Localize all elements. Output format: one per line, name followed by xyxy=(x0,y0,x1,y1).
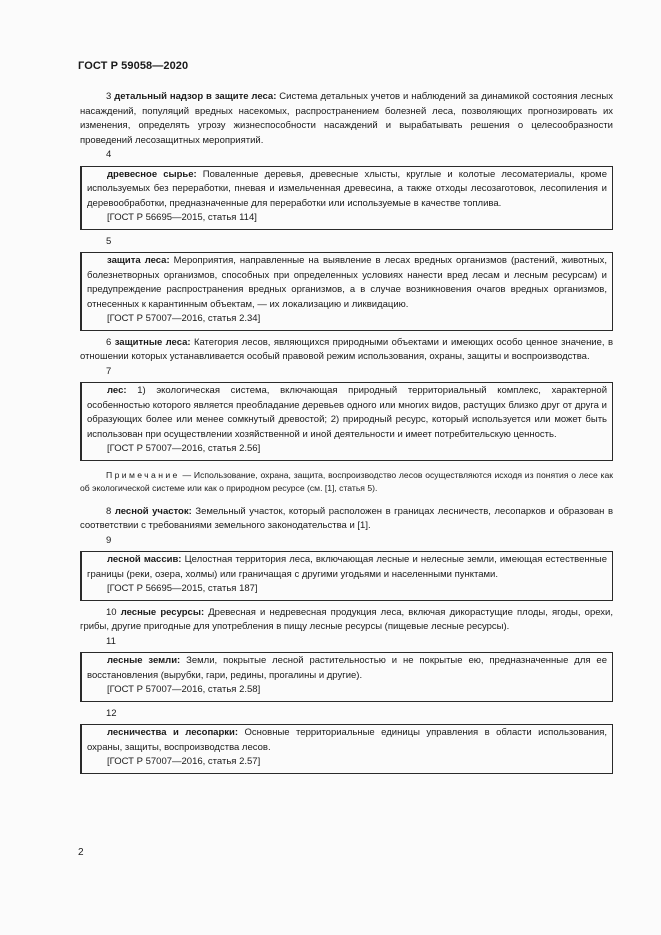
term-entry: 10 лесные ресурсы: Древесная и недревесная продукция леса, включая дикорастущие плоды, ягоды, орехи, грибы, другие пригодные для употребления в пищу лесные ресурсы (пищевые лесные ресурсы). xyxy=(80,606,613,632)
entry-number: 7 xyxy=(106,365,112,377)
term-entry: защита леса: Мероприятия, направленные на выявление в лесах вредных организмов (растений, животных, болезнетворных организмов, способных при определенных условиях нанести вред лесам и лесным ресурсам) и предупреждение распространения вредных организмов, а в случае возникновения очагов вредных организмов, отнесенных к карантинным объектам, — их локализацию и ликвидацию. xyxy=(87,255,607,310)
quoted-term-box xyxy=(80,252,613,331)
quoted-term-box xyxy=(80,652,613,702)
term-entry: лесной массив: Целостная территория леса, включающая лесные и нелесные земли, имеющая естественные границы (реки, озера, холмы) или граничащая с другими угодьями и населенными пунктами. xyxy=(87,554,607,580)
entry-number: 12 xyxy=(106,707,117,719)
page-number: 2 xyxy=(78,847,84,858)
source-reference: [ГОСТ Р 57007—2016, статья 2.56] xyxy=(107,443,261,454)
term-entry: 3 детальный надзор в защите леса: Система детальных учетов и наблюдений за динамикой состояния лесных насаждений, популяций вредных насекомых, распространением болезней леса, позволяющих прогнозировать их изменения, определять угрозу жизнеспособности насаждений и вырабатывать решения о целесообразности проведений лесозащитных мероприятий. xyxy=(80,91,614,146)
term-entry: лес: 1) экологическая система, включающая природный территориальный комплекс, характерной особенностью которого является преобладание деревьев одного или многих видов, растущих близко друг от друга и образующих более или менее сомкнутый древостой; 2) природный ресурс, который используется или может быть использован при осуществлении хозяйственной и иной деятельности и имеет потребительскую ценность. xyxy=(87,385,607,440)
note-label: Примечание xyxy=(106,469,180,480)
term-entry: лесничества и лесопарки: Основные территориальные единицы управления в области использования, охраны, защиты, воспроизводства лесов. xyxy=(87,727,607,753)
quoted-term-box xyxy=(80,166,613,230)
term-entry: 8 лесной участок: Земельный участок, который расположен в границах лесничеств, лесопарков и образован в соответствии с требованиями земельного законодательства и [1]. xyxy=(80,505,613,531)
document-header: ГОСТ Р 59058—2020 xyxy=(78,60,189,72)
quoted-term-box xyxy=(80,551,613,601)
quoted-term-box xyxy=(80,724,613,774)
source-reference: [ГОСТ Р 57007—2016, статья 2.57] xyxy=(107,756,261,767)
source-reference: [ГОСТ Р 56695—2015, статья 187] xyxy=(107,583,258,594)
term-entry: древесное сырье: Поваленные деревья, древесные хлысты, круглые и колотые лесоматериалы, кроме используемых без переработки, пневая и измельченная древесина, а также отходы лесозаготовок, лесопиления и деревообработки, предназначенные для переработки или используемые в качестве топлива. xyxy=(87,168,607,209)
term-entry: лесные земли: Земли, покрытые лесной растительностью и не покрытые ею, предназначенные для ее восстановления (вырубки, гари, редины, прогалины и другие). xyxy=(87,655,607,681)
source-reference: [ГОСТ Р 56695—2015, статья 114] xyxy=(107,212,257,223)
entry-number: 11 xyxy=(106,635,116,647)
source-reference: [ГОСТ Р 57007—2016, статья 2.34] xyxy=(107,313,261,324)
entry-number: 9 xyxy=(106,534,112,546)
note: Примечание — Использование, охрана, защита, воспроизводство лесов осуществляются исходя из понятия о лесе как об экологической системе или как о природном ресурсе (см. [1], статья 5). xyxy=(80,469,613,493)
document-body xyxy=(80,90,613,779)
entry-number: 4 xyxy=(106,149,112,160)
term-entry: 6 защитные леса: Категория лесов, являющихся природными объектами и имеющих особо ценное значение, в отношении которых устанавливается особый правовой режим использования, охраны, защиты и воспроизводства. xyxy=(80,336,613,362)
entry-number: 5 xyxy=(106,235,112,247)
source-reference: [ГОСТ Р 57007—2016, статья 2.58] xyxy=(107,684,261,695)
quoted-term-box xyxy=(80,382,613,461)
